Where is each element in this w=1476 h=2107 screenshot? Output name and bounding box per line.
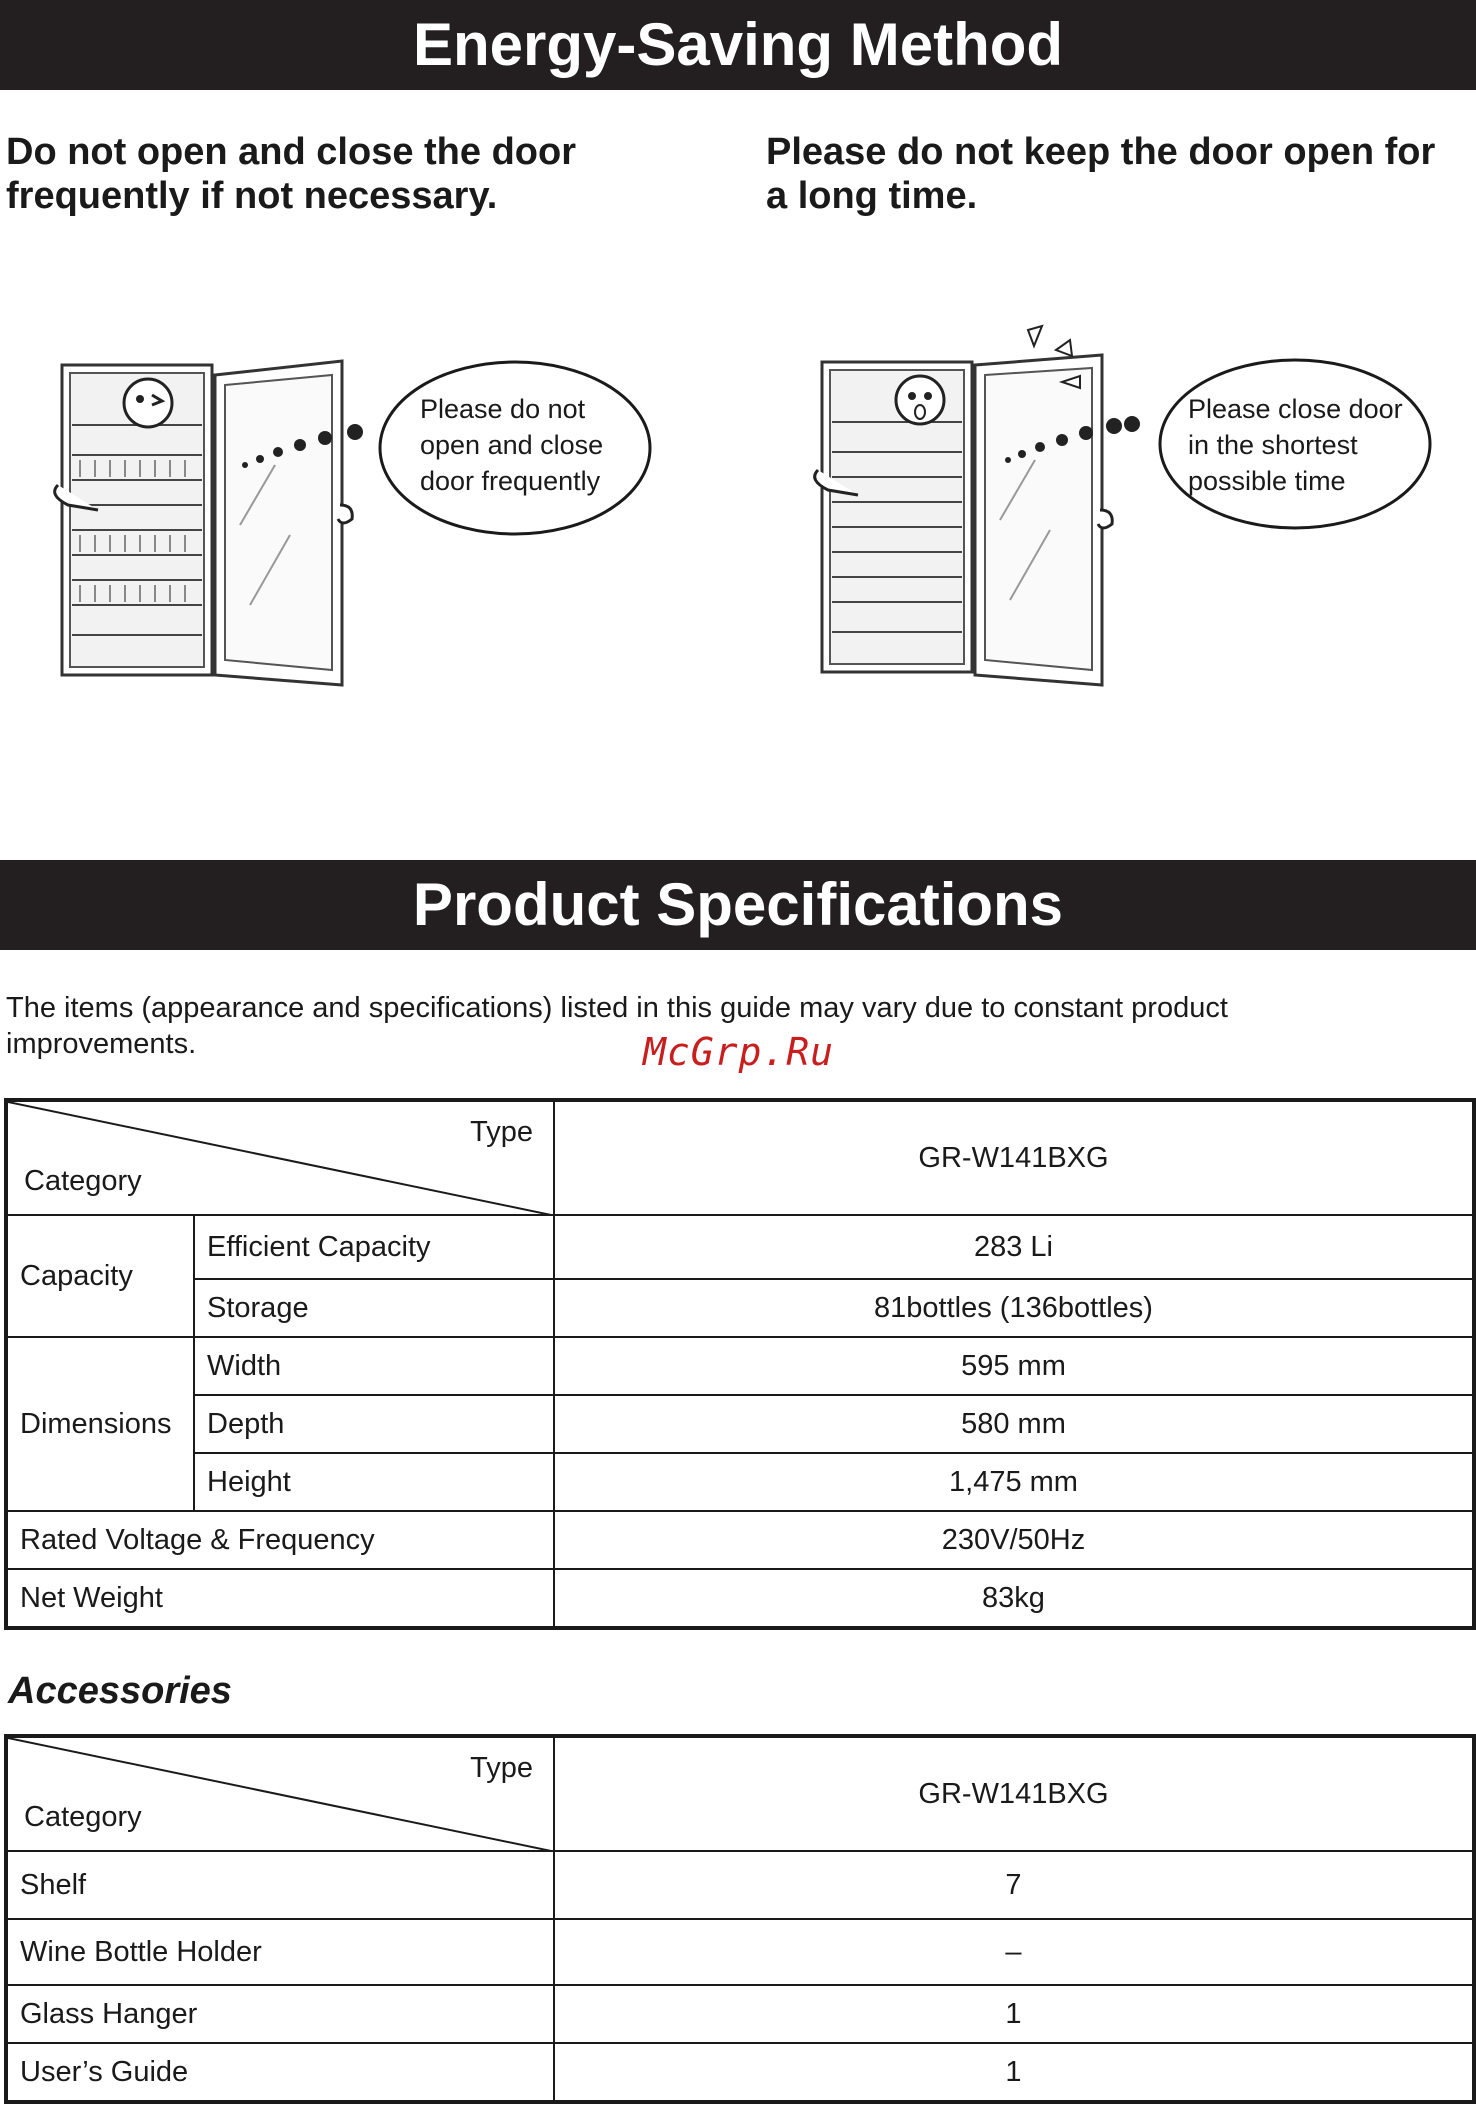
weight-value: 83kg <box>554 1569 1474 1628</box>
right-bubble-line3: possible time <box>1188 466 1346 496</box>
accessories-category-label: Category <box>24 1801 142 1833</box>
specifications-table <box>4 1098 1476 1630</box>
glass-hanger-value: 1 <box>554 1985 1474 2043</box>
users-guide-label: User’s Guide <box>6 2043 554 2102</box>
width-label: Width <box>194 1337 554 1395</box>
efficient-capacity-value: 283 Li <box>554 1215 1474 1279</box>
table-row <box>6 1337 1474 1395</box>
width-value: 595 mm <box>554 1337 1474 1395</box>
left-heading-line1: Do not open and close the door <box>6 131 576 173</box>
note-line1: The items (appearance and specifications) listed in this guide may vary due to constant product <box>6 992 1228 1024</box>
right-heading <box>766 130 1435 218</box>
note-line2: improvements. <box>6 1028 197 1060</box>
left-bubble-line1: Please do not <box>420 394 586 424</box>
right-bubble-text <box>1188 391 1403 499</box>
left-bubble-line3: door frequently <box>420 466 601 496</box>
table-row <box>6 1985 1474 2043</box>
table-row <box>6 1453 1474 1511</box>
right-bubble-line2: in the shortest <box>1188 430 1358 460</box>
table-row <box>6 1919 1474 1985</box>
product-specifications-banner <box>0 860 1476 950</box>
accessories-header-row <box>6 1736 1474 1851</box>
left-heading <box>6 130 576 218</box>
right-heading-line1: Please do not keep the door open for <box>766 131 1436 173</box>
storage-value: 81bottles (136bottles) <box>554 1279 1474 1337</box>
accessories-type-label: Type <box>470 1752 533 1784</box>
table-row <box>6 1569 1474 1628</box>
dimensions-label: Dimensions <box>6 1337 194 1511</box>
voltage-label: Rated Voltage & Frequency <box>6 1511 554 1569</box>
efficient-capacity-label: Efficient Capacity <box>194 1215 554 1279</box>
right-bubble-line1: Please close door <box>1188 394 1403 424</box>
storage-label: Storage <box>194 1279 554 1337</box>
table-row <box>6 1851 1474 1919</box>
spec-type-label: Type <box>470 1116 533 1148</box>
table-row <box>6 1279 1474 1337</box>
product-specifications-title: Product Specifications <box>412 871 1064 938</box>
shelf-value: 7 <box>554 1851 1474 1919</box>
table-row <box>6 2043 1474 2102</box>
height-value: 1,475 mm <box>554 1453 1474 1511</box>
left-bubble-text <box>420 391 603 499</box>
spec-model-cell: GR-W141BXG <box>554 1100 1474 1215</box>
accessories-table <box>4 1734 1476 2104</box>
watermark: McGrp.Ru <box>643 1030 835 1074</box>
accessories-header-diagonal-cell <box>6 1736 554 1851</box>
table-row <box>6 1215 1474 1279</box>
spec-header-diagonal-cell <box>6 1100 554 1215</box>
voltage-value: 230V/50Hz <box>554 1511 1474 1569</box>
capacity-label: Capacity <box>6 1215 194 1337</box>
weight-label: Net Weight <box>6 1569 554 1628</box>
depth-value: 580 mm <box>554 1395 1474 1453</box>
depth-label: Depth <box>194 1395 554 1453</box>
left-heading-line2: frequently if not necessary. <box>6 175 498 217</box>
table-row <box>6 1395 1474 1453</box>
shelf-label: Shelf <box>6 1851 554 1919</box>
glass-hanger-label: Glass Hanger <box>6 1985 554 2043</box>
height-label: Height <box>194 1453 554 1511</box>
energy-saving-banner <box>0 0 1476 90</box>
right-fridge-illustration <box>810 320 1460 695</box>
wine-bottle-holder-label: Wine Bottle Holder <box>6 1919 554 1985</box>
accessories-model-cell: GR-W141BXG <box>554 1736 1474 1851</box>
users-guide-value: 1 <box>554 2043 1474 2102</box>
wine-bottle-holder-value: – <box>554 1919 1474 1985</box>
spec-header-row <box>6 1100 1474 1215</box>
table-row <box>6 1511 1474 1569</box>
spec-category-label: Category <box>24 1165 142 1197</box>
right-heading-line2: a long time. <box>766 175 978 217</box>
energy-saving-title: Energy-Saving Method <box>412 11 1064 78</box>
accessories-title: Accessories <box>8 1670 232 1712</box>
left-bubble-line2: open and close <box>420 430 604 460</box>
